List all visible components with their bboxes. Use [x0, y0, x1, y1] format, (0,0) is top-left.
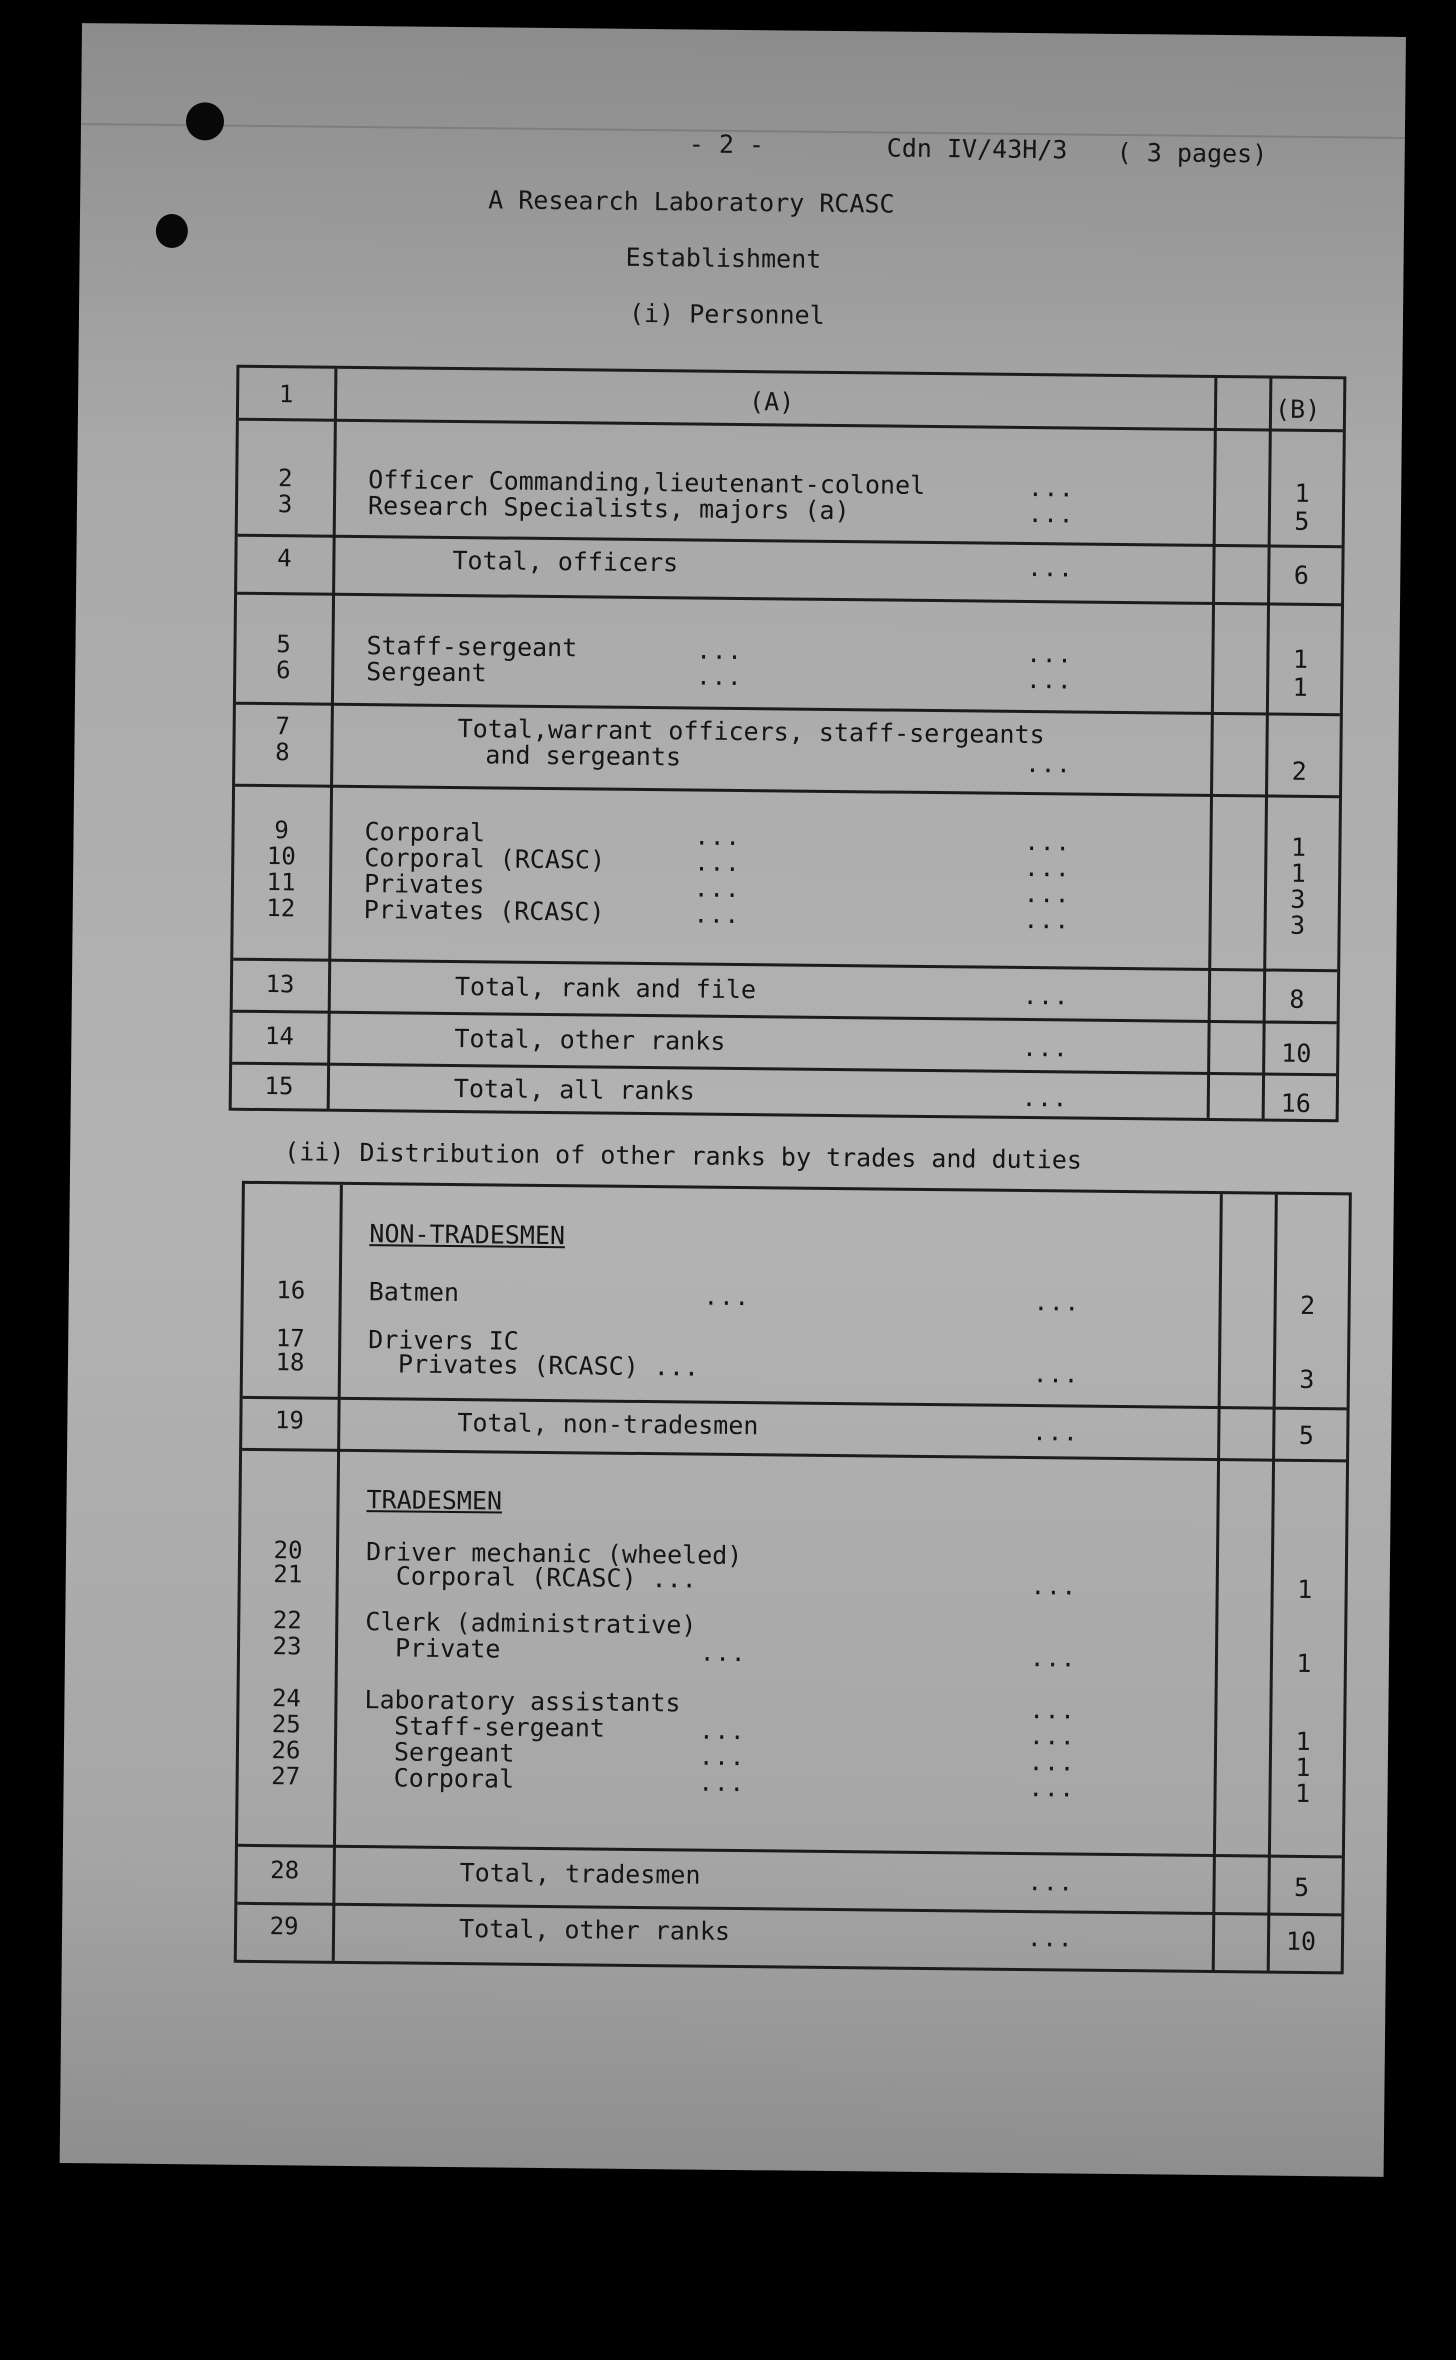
row-value: 1 [1292, 644, 1309, 674]
leader-dots: ... [1027, 1868, 1075, 1897]
total-label: Total, other ranks [454, 1024, 726, 1056]
leader-dots: ... [699, 1638, 747, 1668]
line-number: 11 [266, 868, 296, 897]
row-label: Drivers IC [368, 1325, 519, 1356]
line-number: 14 [264, 1022, 295, 1051]
leader-dots: ... [1028, 1748, 1076, 1777]
line-number: 12 [266, 894, 296, 923]
line-number: 28 [270, 1856, 300, 1885]
leader-dots: ... [1029, 1722, 1076, 1751]
row-label: Corporal [393, 1763, 515, 1794]
tradesmen-heading: TRADESMEN [366, 1485, 503, 1516]
total-label: Total, rank and file [454, 972, 757, 1005]
line-number: 16 [276, 1276, 306, 1305]
line-number: 13 [265, 970, 295, 999]
row-label: Privates [363, 869, 485, 900]
leader-dots: ... [696, 662, 743, 692]
total-label: Total, tradesmen [459, 1858, 701, 1890]
line-number: 8 [275, 738, 290, 767]
section-personnel-title: (i) Personnel [628, 298, 825, 330]
leader-dots: ... [1032, 1360, 1080, 1389]
row-value: 1 [1290, 858, 1306, 888]
line-number: 3 [277, 490, 293, 519]
line-number: 29 [269, 1912, 299, 1941]
row-value: 1 [1297, 1574, 1313, 1605]
total-label: Total, other ranks [458, 1914, 731, 1946]
line-number: 7 [275, 712, 291, 741]
row-value: 1 [1295, 1726, 1311, 1757]
row-value: 1 [1290, 832, 1307, 862]
total-label: Total,warrant officers, staff-sergeants [457, 714, 1045, 750]
establishment-title: Establishment [625, 242, 822, 274]
row-label: Privates (RCASC) ... [397, 1349, 700, 1382]
punch-hole [186, 102, 224, 140]
leader-dots: ... [703, 1282, 751, 1312]
row-value: 3 [1299, 1364, 1315, 1395]
leader-dots: ... [1033, 1288, 1081, 1317]
line-number: 15 [264, 1072, 294, 1101]
total-value: 10 [1285, 1926, 1317, 1957]
row-label: Driver mechanic (wheeled) [365, 1537, 743, 1571]
line-number: 4 [277, 544, 292, 573]
row-label: Sergeant [366, 657, 487, 688]
leader-dots: ... [698, 1742, 746, 1772]
line-number: 22 [272, 1606, 302, 1635]
leader-dots: ... [1028, 474, 1075, 503]
leader-dots: ... [1027, 553, 1074, 583]
page-count: ( 3 pages) [1116, 137, 1268, 169]
line-number: 25 [271, 1710, 301, 1739]
total-label-continued: and sergeants [485, 740, 682, 772]
line-number: 6 [275, 656, 291, 685]
row-label: Staff-sergeant [394, 1711, 606, 1743]
row-label: Research Specialists, majors (a) [367, 491, 850, 526]
leader-dots: ... [1024, 853, 1071, 883]
row-value: 1 [1295, 1752, 1311, 1783]
line-number: 23 [272, 1632, 302, 1661]
total-label: Total, non-tradesmen [457, 1408, 759, 1441]
leader-dots: ... [694, 848, 741, 878]
row-label: Laboratory assistants [364, 1685, 681, 1718]
total-value: 16 [1280, 1088, 1311, 1118]
line-number: 5 [276, 630, 291, 659]
total-value: 5 [1293, 1872, 1310, 1903]
line-number: 27 [271, 1762, 301, 1791]
line-number: 18 [275, 1348, 305, 1377]
total-label: Total, officers [452, 545, 679, 578]
leader-dots: ... [1032, 1418, 1079, 1447]
leader-dots: ... [1030, 1572, 1078, 1601]
total-value: 8 [1289, 984, 1305, 1014]
column-a-header: (A) [748, 387, 795, 417]
row-label: Clerk (administrative) [365, 1607, 697, 1640]
personnel-table [229, 365, 1347, 1123]
leader-dots: ... [1029, 1696, 1076, 1725]
row-label: Officer Commanding,lieutenant-colonel [368, 465, 926, 500]
trades-table [234, 1181, 1352, 1975]
non-tradesmen-heading: NON-TRADESMEN [369, 1219, 566, 1251]
punch-hole [156, 214, 188, 248]
leader-dots: ... [1028, 1774, 1076, 1803]
row-label: Privates (RCASC) [363, 895, 605, 927]
line-number: 19 [274, 1406, 305, 1435]
row-value: 1 [1294, 478, 1310, 508]
leader-dots: ... [1023, 879, 1071, 909]
leader-dots: ... [1023, 905, 1071, 935]
leader-dots: ... [1029, 1644, 1077, 1673]
row-label: Batmen [368, 1277, 460, 1308]
row-value: 3 [1289, 910, 1306, 940]
document-page [60, 23, 1406, 2177]
leader-dots: ... [698, 1768, 746, 1798]
leader-dots: ... [694, 822, 742, 852]
row-value: 3 [1290, 884, 1306, 914]
total-value: 6 [1293, 560, 1310, 590]
total-value: 2 [1291, 756, 1307, 786]
leader-dots: ... [1025, 749, 1072, 779]
row-value: 1 [1296, 1648, 1312, 1679]
line-number: 9 [274, 816, 289, 845]
line-number: 26 [271, 1736, 301, 1765]
leader-dots: ... [1026, 665, 1073, 695]
row-label: Sergeant [393, 1737, 515, 1768]
leader-dots: ... [1026, 1924, 1074, 1953]
total-value: 10 [1281, 1038, 1312, 1068]
section-distribution-title: (ii) Distribution of other ranks by trades and duties [284, 1137, 1083, 1175]
line-number: 20 [273, 1536, 303, 1565]
row-value: 2 [1299, 1290, 1316, 1321]
line-number: 10 [266, 842, 296, 871]
row-label: Corporal (RCASC) [364, 843, 606, 875]
leader-dots: ... [693, 900, 741, 930]
leader-dots: ... [1022, 1033, 1069, 1063]
leader-dots: ... [1027, 500, 1075, 529]
line-number: 24 [271, 1684, 302, 1713]
reference-number: Cdn IV/43H/3 [886, 133, 1068, 165]
leader-dots: ... [1021, 1083, 1069, 1113]
leader-dots: ... [1022, 981, 1070, 1011]
row-label: Private [394, 1633, 501, 1664]
row-label: Corporal (RCASC) ... [395, 1561, 697, 1594]
row-label: Corporal [364, 817, 486, 848]
line-number: 17 [275, 1324, 305, 1353]
row-value: 5 [1294, 506, 1310, 536]
leader-dots: ... [1024, 827, 1072, 857]
line-number: 2 [277, 464, 293, 493]
total-label: Total, all ranks [453, 1074, 695, 1106]
leader-dots: ... [699, 1716, 746, 1746]
leader-dots: ... [693, 874, 741, 904]
leader-dots: ... [696, 636, 744, 666]
row-label: Staff-sergeant [366, 631, 578, 663]
row-value: 1 [1294, 1778, 1311, 1809]
row-value: 1 [1292, 672, 1308, 702]
unit-title: A Research Laboratory RCASC [488, 185, 895, 219]
total-value: 5 [1298, 1420, 1314, 1451]
column-1-header: 1 [278, 380, 294, 409]
leader-dots: ... [1026, 639, 1073, 669]
line-number: 21 [273, 1560, 303, 1589]
column-b-header: (B) [1274, 394, 1321, 425]
page-number: - 2 - [688, 129, 765, 160]
